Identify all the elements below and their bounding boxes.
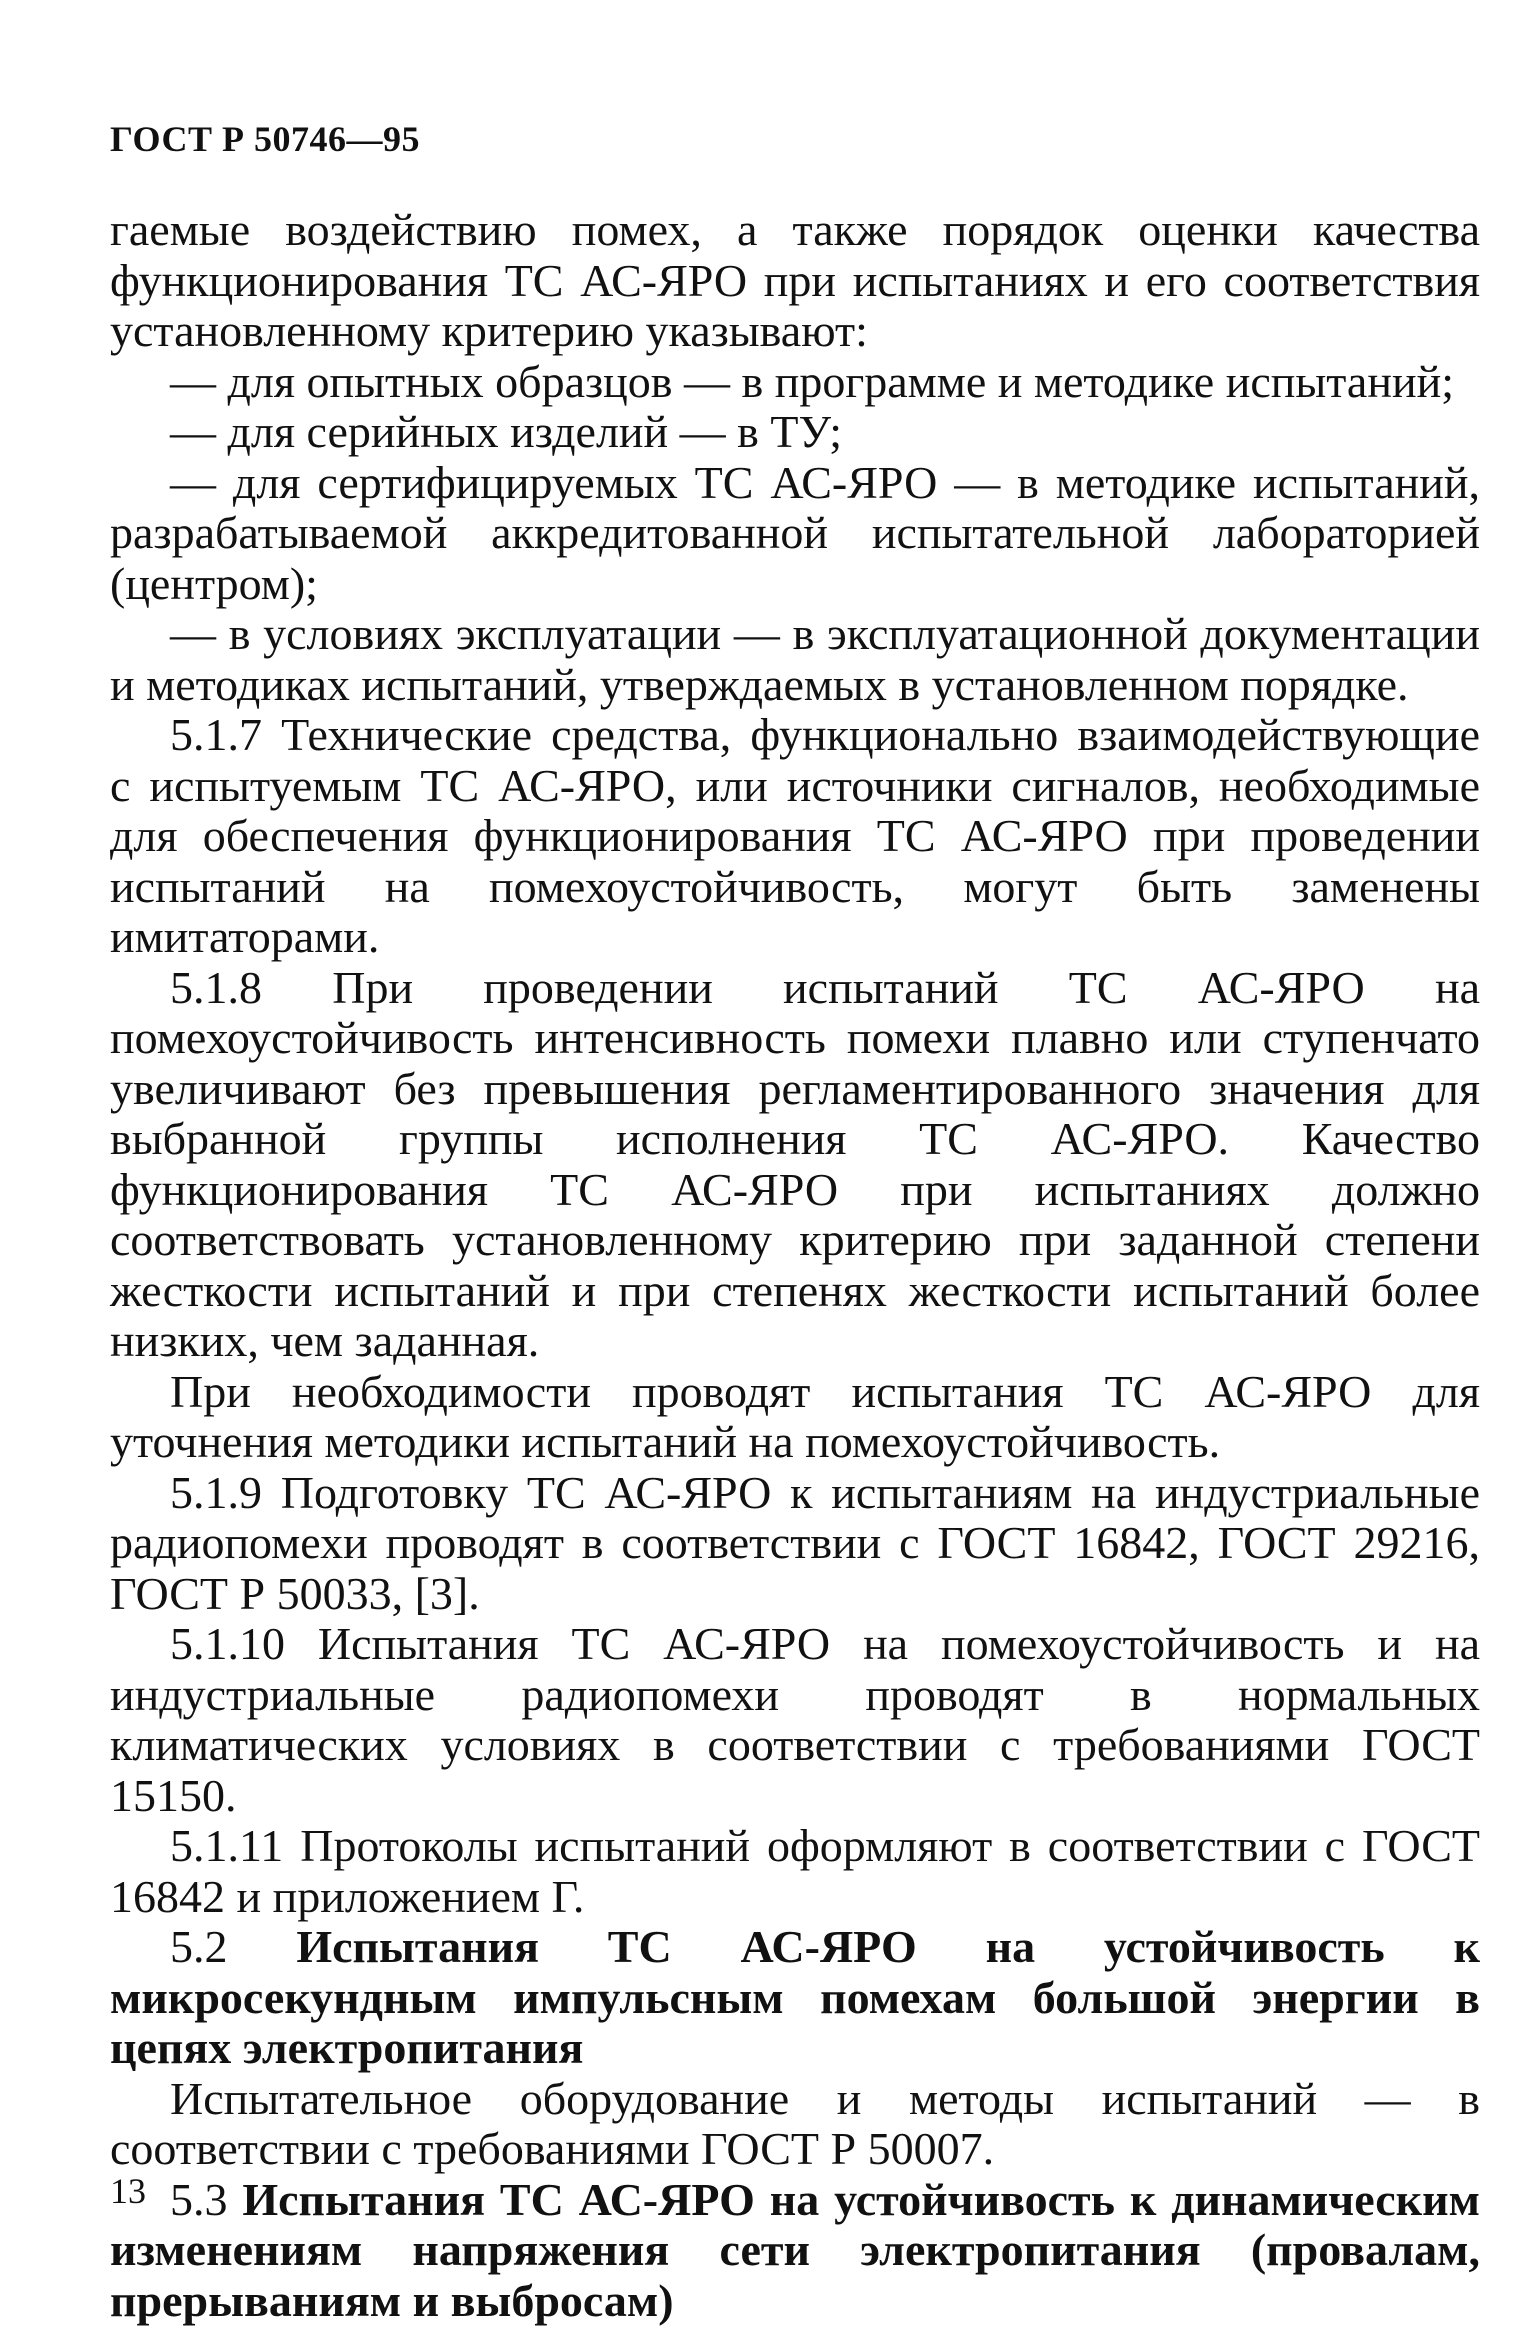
section-5-2-heading (110, 1922, 1480, 2074)
page-number: 13 (110, 2170, 146, 2212)
clause-5-1-10: 5.1.10 Испытания ТС АС-ЯРО на помехоустойчивость и на индустриальные радиопомехи проводят в нормальных климатических условиях в соответствии с требованиями ГОСТ 15150. (110, 1619, 1480, 1821)
clause-5-1-9: 5.1.9 Подготовку ТС АС-ЯРО к испытаниям на индустриальные радиопомехи проводят в соответствии с ГОСТ 16842, ГОСТ 29216, ГОСТ Р 50033, [3]. (110, 1468, 1480, 1620)
clause-5-1-8-note: При необходимости проводят испытания ТС АС-ЯРО для уточнения методики испытаний на помехоустойчивость. (110, 1367, 1480, 1468)
section-5-2-number: 5.2 (170, 1921, 296, 1972)
list-item-serial-products: — для серийных изделий — в ТУ; (110, 407, 1480, 458)
list-item-certified: — для сертифицируемых ТС АС-ЯРО — в методике испытаний, разрабатываемой аккредитованной испытательной лабораторией (центром); (110, 458, 1480, 610)
clause-5-1-7: 5.1.7 Технические средства, функционально взаимодействующие с испытуемым ТС АС-ЯРО, или источники сигналов, необходимые для обеспечения функционирования ТС АС-ЯРО при проведении испытаний на помехоустойчивость, могут быть заменены имитаторами. (110, 710, 1480, 963)
document-code-header: ГОСТ Р 50746—95 (110, 118, 420, 160)
section-5-3-title: Испытания ТС АС-ЯРО на устойчивость к динамическим изменениям напряжения сети электропитания (провалам, прерываниям и выбросам) (110, 2174, 1480, 2326)
section-5-3-heading (110, 2175, 1480, 2326)
clause-5-1-11: 5.1.11 Протоколы испытаний оформляют в соответствии с ГОСТ 16842 и приложением Г. (110, 1821, 1480, 1922)
paragraph-continuation: гаемые воздействию помех, а также порядок оценки качества функционирования ТС АС-ЯРО при испытаниях и его соответствия установленному критерию указывают: (110, 205, 1480, 357)
document-body (110, 205, 1480, 2326)
clause-5-1-8: 5.1.8 При проведении испытаний ТС АС-ЯРО на помехоустойчивость интенсивность помехи плавно или ступенчато увеличивают без превышения регламентированного значения для выбранной группы исполнения ТС АС-ЯРО. Качество функционирования ТС АС-ЯРО при испытаниях должно соответствовать установленному критерию при заданной степени жесткости испытаний и при степенях жесткости испытаний более низких, чем заданная. (110, 963, 1480, 1367)
section-5-2-text: Испытательное оборудование и методы испытаний — в соответствии с требованиями ГОСТ Р 50007. (110, 2074, 1480, 2175)
section-5-3-number: 5.3 (170, 2174, 242, 2225)
list-item-operating-conditions: — в условиях эксплуатации — в эксплуатационной документации и методиках испытаний, утверждаемых в установленном порядке. (110, 609, 1480, 710)
section-5-2-title: Испытания ТС АС-ЯРО на устойчивость к микросекундным импульсным помехам большой энергии в цепях электропитания (110, 1921, 1480, 2073)
list-item-prototypes: — для опытных образцов — в программе и методике испытаний; (110, 357, 1480, 408)
